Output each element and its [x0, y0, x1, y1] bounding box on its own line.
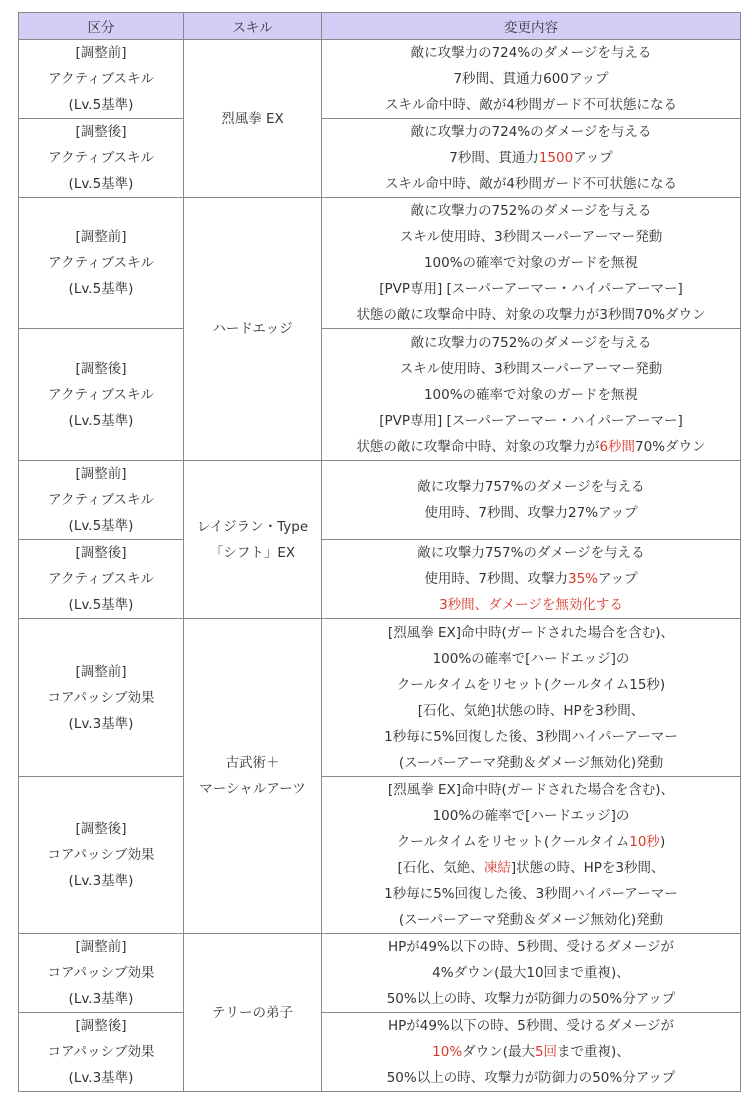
category-line: (Lv.5基準) — [68, 412, 134, 429]
change-content-cell — [322, 777, 741, 934]
category-cell — [19, 329, 184, 461]
change-text: [烈風拳 EX]命中時(ガードされた場合を含む)、 — [387, 624, 675, 641]
skill-name: テリーの弟子 — [212, 1004, 293, 1021]
change-line — [324, 1013, 738, 1039]
skill-change-table — [18, 12, 741, 1092]
category-cell — [19, 1013, 184, 1092]
change-content-cell — [322, 619, 741, 777]
skill-name: マーシャルアーツ — [199, 781, 306, 797]
change-line — [324, 302, 738, 328]
change-line — [324, 592, 738, 618]
change-line — [324, 566, 738, 592]
change-line — [324, 620, 738, 646]
category-line: コアパッシブ効果 — [47, 847, 155, 863]
change-line — [324, 986, 738, 1012]
changed-value-highlight: 凍結 — [483, 860, 511, 876]
skill-name-cell — [184, 198, 322, 461]
table-row — [19, 119, 741, 198]
category-cell — [19, 619, 184, 777]
change-text: 1秒毎に5%回復した後、3秒間ハイパーアーマー — [384, 886, 678, 902]
changed-value-highlight: 6秒間 — [599, 438, 636, 455]
change-line — [324, 698, 738, 724]
change-content-cell — [322, 1013, 741, 1092]
change-text: 70%ダウン — [635, 438, 706, 455]
category-cell — [19, 777, 184, 934]
change-text: 敵に攻撃力の724%のダメージを与える — [410, 45, 652, 61]
change-line — [324, 408, 738, 434]
skill-name: 「シフト」EX — [209, 544, 296, 561]
category-line: [調整前] — [75, 466, 127, 482]
category-line: アクティブスキル — [48, 386, 154, 403]
change-line — [324, 92, 738, 118]
category-line: (Lv.5基準) — [68, 97, 134, 113]
change-text: 50%以上の時、攻撃力が防御力の50%分アップ — [386, 1070, 676, 1086]
change-line — [324, 474, 738, 500]
change-text: 敵に攻撃力757%のダメージを与える — [417, 479, 645, 495]
change-text: [PVP専用] [スーパーアーマー・ハイパーアーマー] — [379, 281, 683, 297]
category-line: (Lv.5基準) — [68, 597, 134, 613]
change-text: 敵に攻撃力の752%のダメージを与える — [410, 334, 652, 351]
table-row — [19, 40, 741, 119]
change-line — [324, 171, 738, 197]
change-line — [324, 1039, 738, 1065]
change-content-cell — [322, 540, 741, 619]
category-line: (Lv.3基準) — [68, 873, 134, 889]
change-text: ダウン(最大 — [462, 1044, 535, 1060]
skill-name-cell — [184, 619, 322, 934]
change-line — [324, 276, 738, 302]
change-line — [324, 66, 738, 92]
change-content-cell — [322, 461, 741, 540]
change-line — [324, 803, 738, 829]
skill-name-cell — [184, 461, 322, 619]
skill-name-cell — [184, 40, 322, 198]
category-line: [調整前] — [75, 663, 127, 680]
change-content-cell — [322, 40, 741, 119]
change-line — [324, 855, 738, 881]
changed-value-highlight: 1500 — [538, 150, 574, 166]
change-text: 敵に攻撃力の724%のダメージを与える — [410, 124, 652, 140]
change-text: 敵に攻撃力の752%のダメージを与える — [410, 203, 652, 219]
change-line — [324, 750, 738, 776]
change-line — [324, 434, 738, 460]
category-line: (Lv.5基準) — [68, 518, 134, 534]
change-text: アップ — [573, 150, 613, 166]
change-line — [324, 724, 738, 750]
change-text: 使用時、7秒間、攻撃力27%アップ — [424, 505, 638, 521]
change-line — [324, 198, 738, 224]
change-text: [石化、気絶]状態の時、HPを3秒間、 — [417, 702, 645, 719]
change-line — [324, 224, 738, 250]
change-content-cell — [322, 119, 741, 198]
change-line — [324, 40, 738, 66]
change-line — [324, 672, 738, 698]
change-line — [324, 330, 738, 356]
table-row — [19, 540, 741, 619]
changed-value-highlight: 10% — [432, 1044, 463, 1060]
header-changes: 変更内容 — [322, 13, 741, 40]
change-text: [烈風拳 EX]命中時(ガードされた場合を含む)、 — [387, 782, 675, 798]
change-line — [324, 934, 738, 960]
change-line — [324, 540, 738, 566]
category-line: アクティブスキル — [48, 255, 154, 271]
change-line — [324, 119, 738, 145]
skill-name: 烈風拳 EX — [221, 110, 284, 127]
change-text: 50%以上の時、攻撃力が防御力の50%分アップ — [386, 991, 676, 1007]
change-line — [324, 881, 738, 907]
table-row — [19, 198, 741, 329]
change-text: 状態の敵に攻撃命中時、対象の攻撃力が — [356, 438, 600, 455]
category-line: アクティブスキル — [48, 71, 154, 87]
category-line: (Lv.5基準) — [68, 176, 134, 192]
category-line: [調整後] — [75, 821, 127, 837]
table-row — [19, 461, 741, 540]
changed-value-highlight: 35% — [568, 571, 599, 587]
header-skill: スキル — [184, 13, 322, 40]
change-text: HPが49%以下の時、5秒間、受けるダメージが — [387, 1018, 675, 1034]
table-row — [19, 1013, 741, 1092]
change-text: ]状態の時、HPを3秒間、 — [510, 860, 665, 876]
category-line: アクティブスキル — [48, 150, 154, 166]
category-line: アクティブスキル — [48, 492, 154, 508]
change-text: 7秒間、貫通力 — [449, 150, 539, 166]
change-line — [324, 500, 738, 526]
table-row — [19, 619, 741, 777]
changed-value-highlight: 3秒間、ダメージを無効化する — [439, 597, 623, 613]
category-cell — [19, 461, 184, 540]
change-line — [324, 646, 738, 672]
skill-name-cell — [184, 934, 322, 1092]
skill-name: レイジラン・Type — [196, 518, 309, 535]
category-cell — [19, 934, 184, 1013]
change-text: 100%の確率で対象のガードを無視 — [423, 386, 639, 403]
category-cell — [19, 119, 184, 198]
change-text: 1秒毎に5%回復した後、3秒間ハイパーアーマー — [384, 728, 678, 745]
category-cell — [19, 540, 184, 619]
change-content-cell — [322, 934, 741, 1013]
skill-name: ハードエッジ — [212, 321, 293, 337]
change-content-cell — [322, 198, 741, 329]
category-cell — [19, 198, 184, 329]
change-line — [324, 1065, 738, 1091]
category-line: [調整後] — [75, 360, 127, 377]
change-text: 4%ダウン(最大10回まで重複)、 — [432, 965, 630, 981]
category-line: コアパッシブ効果 — [47, 965, 155, 981]
skill-name: 古武術＋ — [225, 755, 280, 771]
category-line: (Lv.3基準) — [68, 715, 134, 732]
category-line: [調整前] — [75, 229, 127, 245]
changed-value-highlight: 10秒 — [629, 834, 660, 850]
change-text: クールタイムをリセット(クールタイム15秒) — [396, 676, 666, 693]
change-text: 使用時、7秒間、攻撃力 — [424, 571, 568, 587]
change-line — [324, 382, 738, 408]
category-line: (Lv.5基準) — [68, 281, 134, 297]
change-text: HPが49%以下の時、5秒間、受けるダメージが — [387, 939, 675, 955]
change-text: スキル使用時、3秒間スーパーアーマー発動 — [399, 229, 663, 245]
change-text: 状態の敵に攻撃命中時、対象の攻撃力が3秒間70%ダウン — [356, 307, 706, 323]
category-line: [調整前] — [75, 45, 127, 61]
change-text: 100%の確率で[ハードエッジ]の — [432, 808, 630, 824]
category-line: [調整後] — [75, 124, 127, 140]
change-text: ) — [659, 834, 666, 850]
change-text: 7秒間、貫通力600アップ — [453, 71, 609, 87]
change-line — [324, 907, 738, 933]
change-text: スキル使用時、3秒間スーパーアーマー発動 — [399, 360, 663, 377]
change-line — [324, 356, 738, 382]
change-text: 100%の確率で[ハードエッジ]の — [432, 650, 630, 667]
table-row — [19, 329, 741, 461]
change-text: 敵に攻撃力757%のダメージを与える — [417, 545, 645, 561]
change-line — [324, 250, 738, 276]
change-text: [石化、気絶、 — [397, 860, 484, 876]
category-line: [調整後] — [75, 1018, 127, 1034]
change-text: 100%の確率で対象のガードを無視 — [423, 255, 639, 271]
change-line — [324, 960, 738, 986]
changed-value-highlight: 5回 — [534, 1044, 558, 1060]
change-text: クールタイムをリセット(クールタイム — [396, 834, 630, 850]
change-text: (スーパーアーマ発動＆ダメージ無効化)発動 — [398, 754, 664, 771]
category-line: [調整前] — [75, 939, 127, 955]
change-line — [324, 777, 738, 803]
table-body — [19, 40, 741, 1092]
change-line — [324, 145, 738, 171]
category-line: [調整後] — [75, 545, 127, 561]
category-line: コアパッシブ効果 — [47, 689, 155, 706]
change-text: スキル命中時、敵が4秒間ガード不可状態になる — [385, 176, 677, 192]
table-row — [19, 777, 741, 934]
category-line: (Lv.3基準) — [68, 1070, 134, 1086]
change-text: (スーパーアーマ発動＆ダメージ無効化)発動 — [398, 912, 664, 928]
change-text: [PVP専用] [スーパーアーマー・ハイパーアーマー] — [379, 412, 683, 429]
table-row — [19, 934, 741, 1013]
category-line: アクティブスキル — [48, 571, 154, 587]
change-text: アップ — [598, 571, 638, 587]
category-line: (Lv.3基準) — [68, 991, 134, 1007]
change-content-cell — [322, 329, 741, 461]
header-category: 区分 — [19, 13, 184, 40]
change-text: まで重複)、 — [557, 1044, 630, 1060]
category-cell — [19, 40, 184, 119]
change-line — [324, 829, 738, 855]
category-line: コアパッシブ効果 — [47, 1044, 155, 1060]
change-text: スキル命中時、敵が4秒間ガード不可状態になる — [385, 97, 677, 113]
header-row — [19, 13, 741, 40]
